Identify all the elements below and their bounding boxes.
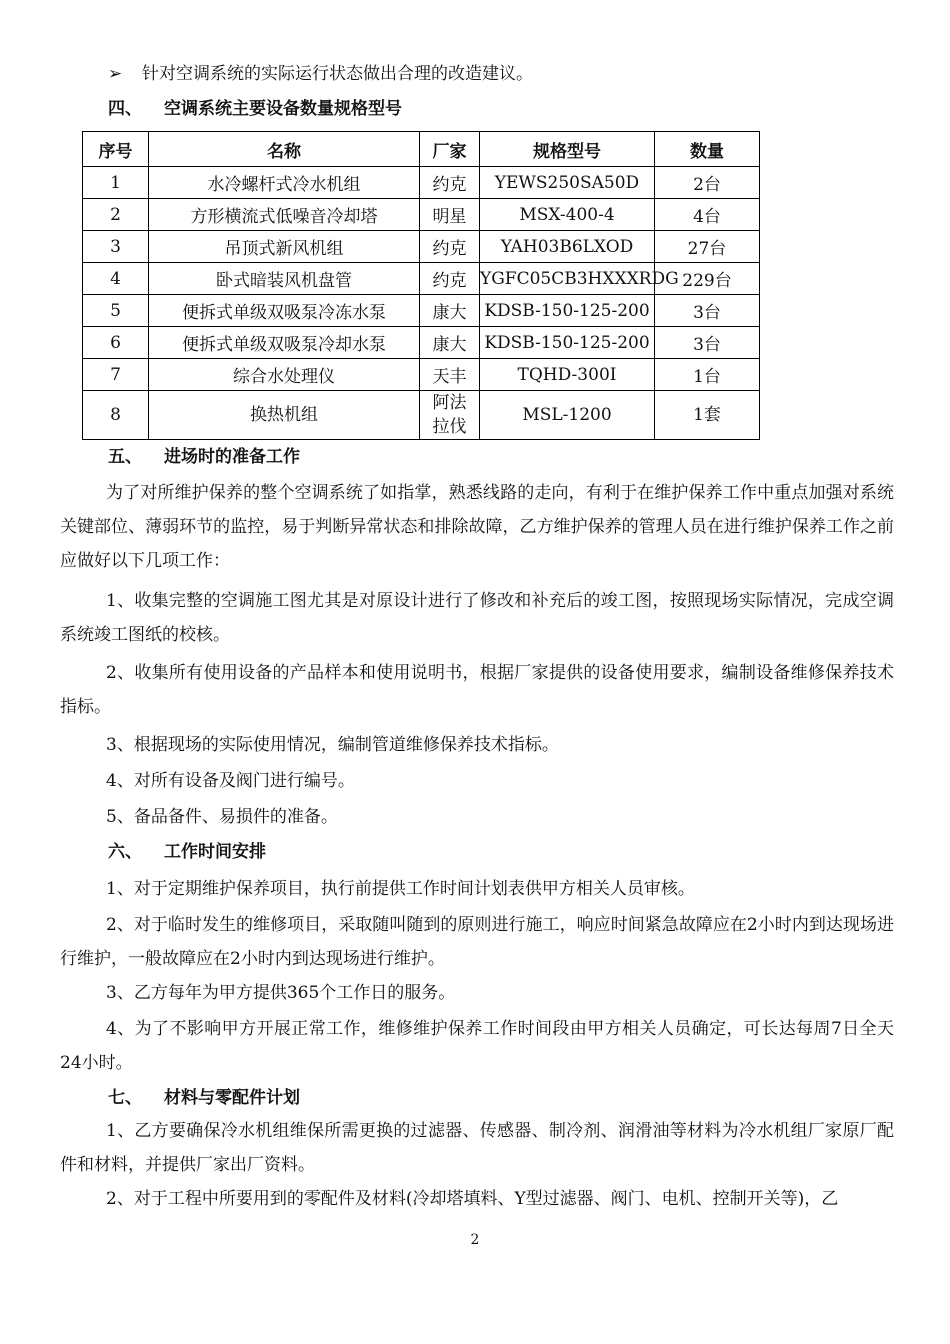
table-cell: 1: [83, 167, 149, 199]
table-cell: 27台: [655, 231, 760, 263]
table-row: [83, 327, 760, 359]
table-cell: 1套: [655, 391, 760, 440]
section6-item-1: 1、对于定期维护保养项目，执行前提供工作时间计划表供甲方相关人员审核。: [106, 879, 695, 899]
table-row: [83, 231, 760, 263]
table-cell: 卧式暗装风机盘管: [149, 263, 420, 295]
table-cell: 3: [83, 231, 149, 263]
table-cell: 水冷螺杆式冷水机组: [149, 167, 420, 199]
section-number: 七、: [108, 1088, 142, 1108]
table-cell: 康大: [420, 327, 480, 359]
section5-item-5: 5、备品备件、易损件的准备。: [106, 807, 338, 827]
table-cell: 1台: [655, 359, 760, 391]
table-cell: 明星: [420, 199, 480, 231]
table-cell: 吊顶式新风机组: [149, 231, 420, 263]
table-cell: MSX-400-4: [480, 199, 655, 231]
section-heading-4: [108, 97, 402, 121]
table-cell: 6: [83, 327, 149, 359]
table-cell: 2: [83, 199, 149, 231]
table-cell: 约克: [420, 263, 480, 295]
table-cell: 方形横流式低噪音冷却塔: [149, 199, 420, 231]
section-heading-6: [108, 840, 266, 864]
table-cell: YEWS250SA50D: [480, 167, 655, 199]
section7-item-2: 2、对于工程中所要用到的零配件及材料(冷却塔填料、Y型过滤器、阀门、电机、控制开关等)，乙: [106, 1189, 839, 1209]
section5-item-2: 2、收集所有使用设备的产品样本和使用说明书，根据厂家提供的设备使用要求，编制设备维修保养技术指标。: [60, 663, 894, 717]
header-cell: 厂家: [420, 132, 480, 167]
table-row: [83, 295, 760, 327]
table-cell: 换热机组: [149, 391, 420, 440]
table-cell: 约克: [420, 167, 480, 199]
section5-item-4: 4、对所有设备及阀门进行编号。: [106, 771, 355, 791]
table-cell: 229台: [655, 263, 760, 295]
table-cell: KDSB-150-125-200: [480, 295, 655, 327]
section7-item-1: 1、乙方要确保冷水机组维保所需更换的过滤器、传感器、制冷剂、润滑油等材料为冷水机组厂家原厂配件和材料，并提供厂家出厂资料。: [60, 1121, 894, 1175]
section6-item-2: 2、对于临时发生的维修项目，采取随叫随到的原则进行施工，响应时间紧急故障应在2小时内到达现场进行维护，一般故障应在2小时内到达现场进行维护。: [60, 915, 894, 969]
table-cell: 3台: [655, 327, 760, 359]
section-title: 材料与零配件计划: [164, 1088, 300, 1108]
table-cell: 康大: [420, 295, 480, 327]
header-cell: 规格型号: [480, 132, 655, 167]
section-title: 进场时的准备工作: [164, 447, 300, 467]
section-title: 空调系统主要设备数量规格型号: [164, 99, 402, 119]
table-cell: MSL-1200: [480, 391, 655, 440]
table-cell: KDSB-150-125-200: [480, 327, 655, 359]
section-heading-5: [108, 445, 300, 469]
section5-item-3: 3、根据现场的实际使用情况，编制管道维修保养技术指标。: [106, 735, 559, 755]
section-number: 四、: [108, 99, 142, 119]
table-cell: YGFC05CB3HXXXRDG: [480, 263, 655, 295]
section5-intro-paragraph: 为了对所维护保养的整个空调系统了如指掌，熟悉线路的走向，有利于在维护保养工作中重点加强对系统关键部位、薄弱环节的监控，易于判断异常状态和排除故障，乙方维护保养的管理人员在进行维护保养工作之前应做好以下几项工作：: [60, 483, 894, 571]
section5-item-1: 1、收集完整的空调施工图尤其是对原设计进行了修改和补充后的竣工图，按照现场实际情况，完成空调系统竣工图纸的校核。: [60, 591, 894, 645]
header-cell: 数量: [655, 132, 760, 167]
section6-item-4: 4、为了不影响甲方开展正常工作，维修维护保养工作时间段由甲方相关人员确定，可长达每周7日全天24小时。: [60, 1019, 894, 1073]
bullet-text: 针对空调系统的实际运行状态做出合理的改造建议。: [142, 64, 533, 84]
equipment-table: [82, 131, 760, 440]
table-cell: YAH03B6LXOD: [480, 231, 655, 263]
table-row: [83, 359, 760, 391]
table-cell: 2台: [655, 167, 760, 199]
table-cell: 4: [83, 263, 149, 295]
table-cell: 综合水处理仪: [149, 359, 420, 391]
table-cell: 7: [83, 359, 149, 391]
header-cell: 名称: [149, 132, 420, 167]
bullet-item: [108, 62, 533, 86]
section-heading-7: [108, 1086, 300, 1110]
section-number: 五、: [108, 447, 142, 467]
table-header-row: [83, 132, 760, 167]
table-row: [83, 391, 760, 440]
section-title: 工作时间安排: [164, 842, 266, 862]
table-cell: 4台: [655, 199, 760, 231]
table-cell: 阿法拉伐: [420, 391, 480, 440]
page-number: 2: [470, 1232, 480, 1248]
header-cell: 序号: [83, 132, 149, 167]
table-cell: 约克: [420, 231, 480, 263]
arrow-bullet-icon: ➢: [108, 64, 123, 84]
section6-item-3: 3、乙方每年为甲方提供365个工作日的服务。: [106, 983, 456, 1003]
table-row: [83, 167, 760, 199]
table-cell: 便拆式单级双吸泵冷却水泵: [149, 327, 420, 359]
table-row: [83, 199, 760, 231]
section-number: 六、: [108, 842, 142, 862]
table-cell: 便拆式单级双吸泵冷冻水泵: [149, 295, 420, 327]
table-row: [83, 263, 760, 295]
table-cell: 8: [83, 391, 149, 440]
table-cell: TQHD-300I: [480, 359, 655, 391]
table-cell: 3台: [655, 295, 760, 327]
table-cell: 5: [83, 295, 149, 327]
table-cell: 天丰: [420, 359, 480, 391]
